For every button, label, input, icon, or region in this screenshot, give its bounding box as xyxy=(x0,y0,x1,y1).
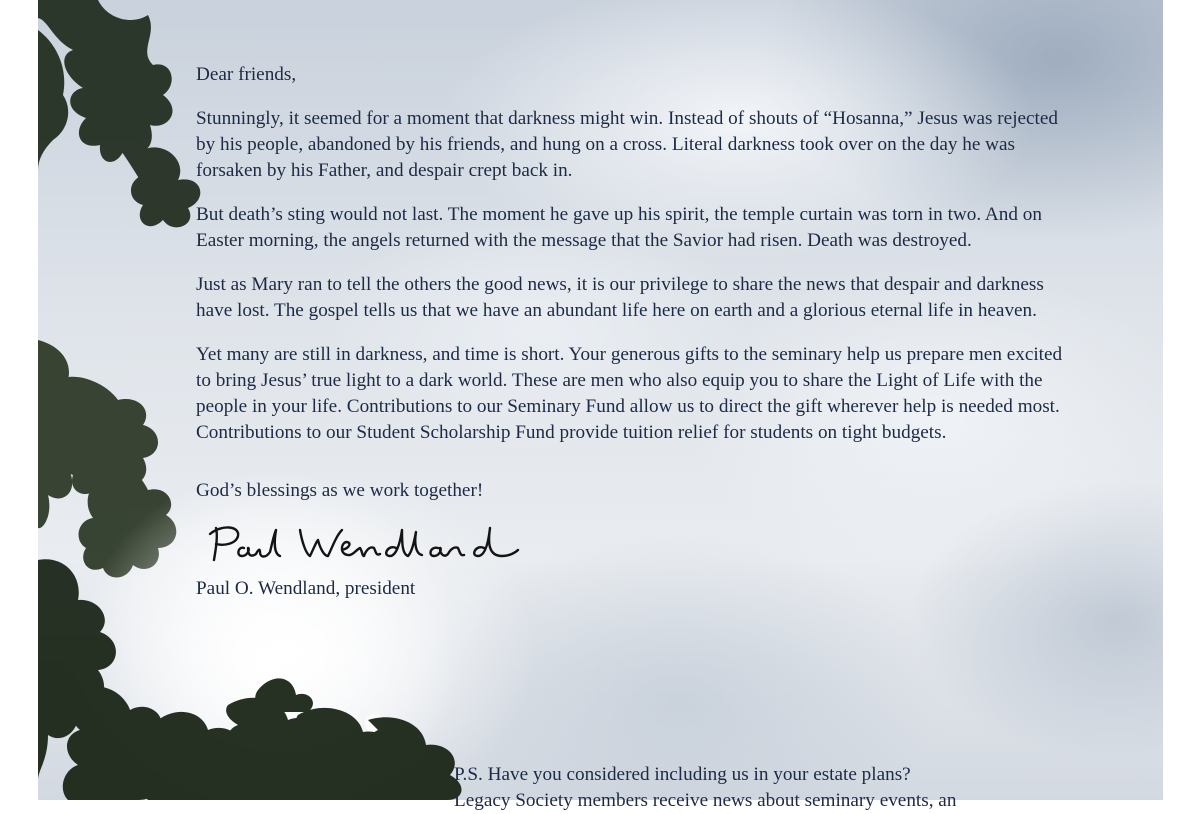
postscript-line: Legacy Society members receive news about seminary events, an xyxy=(454,790,957,811)
postscript xyxy=(454,762,1114,814)
signer-name: Paul O. Wendland, president xyxy=(196,578,416,599)
letter-paragraph: Yet many are still in darkness, and time is short. Your generous gifts to the seminary help us prepare men excited to bring Jesus’ true light to a dark world. These are men who also equip you to share the Light of Life with the people in your life. Contributions to our Seminary Fund allow us to direct the gift wherever help is needed most. Contributions to our Student Scholarship Fund provide tuition relief for students on tight budgets. xyxy=(196,344,1063,443)
postscript-line: P.S. Have you considered including us in your estate plans? xyxy=(454,764,911,785)
letter-closing: God’s blessings as we work together! xyxy=(196,480,484,501)
letter-page xyxy=(38,0,1163,811)
letter-body xyxy=(196,62,1076,620)
handwritten-signature xyxy=(202,522,522,570)
letter-paragraph: Stunningly, it seemed for a moment that darkness might win. Instead of shouts of “Hosanna,” Jesus was rejected by his people, abandoned by his friends, and hung on a cross. Literal darkness took over on the day he was forsaken by his Father, and despair crept back in. xyxy=(196,108,1059,181)
letter-greeting: Dear friends, xyxy=(196,64,297,85)
letter-paragraph: But death’s sting would not last. The moment he gave up his spirit, the temple curtain was torn in two. And on Easter morning, the angels returned with the message that the Savior had risen. Death was destroyed. xyxy=(196,204,1042,251)
letter-paragraph: Just as Mary ran to tell the others the good news, it is our privilege to share the news that despair and darkness have lost. The gospel tells us that we have an abundant life here on earth and a glorious eternal life in heaven. xyxy=(196,274,1044,321)
